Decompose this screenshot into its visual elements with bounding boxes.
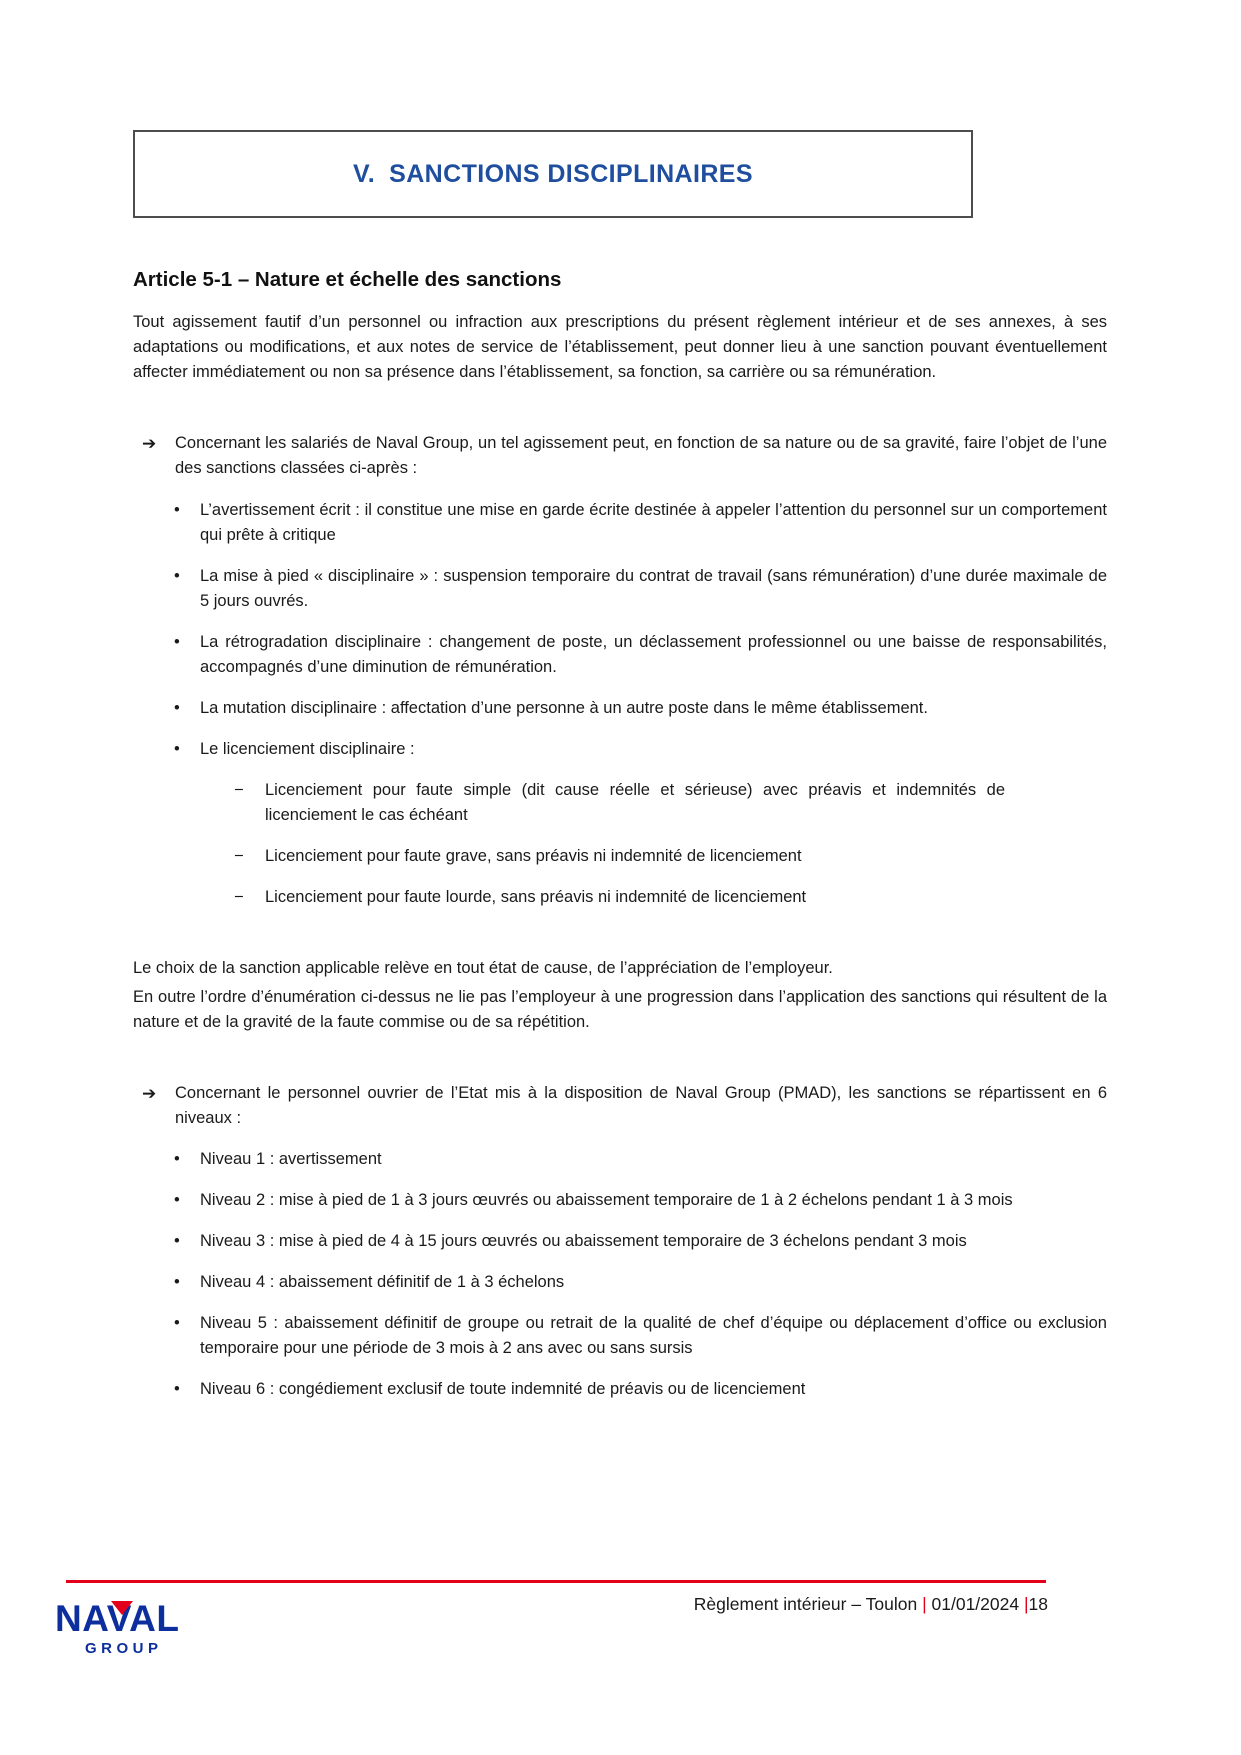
list-item-text: Le licenciement disciplinaire : bbox=[200, 740, 415, 759]
list-item bbox=[133, 696, 1107, 721]
list-item bbox=[133, 498, 1107, 548]
sub-list-item bbox=[133, 778, 1107, 828]
footer-divider bbox=[66, 1580, 1046, 1583]
footer-page-number: 18 bbox=[1028, 1594, 1048, 1614]
closing-paragraphs bbox=[133, 956, 1107, 1034]
sub-list-item-text: Licenciement pour faute lourde, sans préavis ni indemnité de licenciement bbox=[265, 888, 807, 907]
section-title-box bbox=[133, 130, 973, 218]
bullet-icon: • bbox=[174, 566, 180, 585]
list-item bbox=[133, 564, 1107, 614]
section-lead-text: Concernant les salariés de Naval Group, un tel agissement peut, en fonction de sa nature ou de sa gravité, faire l’objet de l’une des sanctions classées ci-après : bbox=[175, 434, 1107, 478]
footer-separator: | bbox=[1023, 1594, 1029, 1614]
section-lead bbox=[133, 431, 1107, 481]
bullet-icon: • bbox=[174, 1314, 180, 1333]
list-item-text: Niveau 5 : abaissement définitif de groupe ou retrait de la qualité de chef d’équipe ou déplacement d’office ou exclusion temporaire pour une période de 3 mois à 2 ans avec ou sans sursis bbox=[200, 1314, 1107, 1358]
intro-paragraph: Tout agissement fautif d’un personnel ou infraction aux prescriptions du présent règlement intérieur et de ses annexes, à ses adaptations ou modifications, et aux notes de service de l’établissement, peut donner lieu à une sanction pouvant éventuellement affecter immédiatement ou non sa présence dans l’établissement, sa fonction, sa carrière ou sa rémunération. bbox=[133, 313, 1107, 382]
footer-separator: | bbox=[922, 1594, 927, 1614]
bullet-icon: • bbox=[174, 1190, 180, 1209]
page-content bbox=[133, 0, 1107, 1402]
naval-group-logo bbox=[55, 1600, 245, 1657]
bullet-icon: • bbox=[174, 1232, 180, 1251]
bullet-icon: • bbox=[174, 1273, 180, 1292]
list-item-text: Niveau 3 : mise à pied de 4 à 15 jours œuvrés ou abaissement temporaire de 3 échelons pendant 3 mois bbox=[200, 1232, 967, 1251]
list-item-text: La mutation disciplinaire : affectation d’une personne à un autre poste dans le même établissement. bbox=[200, 699, 928, 718]
list-item bbox=[133, 737, 1107, 762]
logo-wordmark bbox=[55, 1600, 179, 1637]
closing-paragraph-2: En outre l’ordre d’énumération ci-dessus ne lie pas l’employeur à une progression dans l’application des sanctions qui résultent de la nature et de la gravité de la faute commise ou de sa répétition. bbox=[133, 987, 1107, 1031]
section-title: SANCTIONS DISCIPLINAIRES bbox=[389, 160, 753, 188]
bullet-icon: • bbox=[174, 500, 180, 519]
bullet-icon: • bbox=[174, 740, 180, 759]
list-item bbox=[133, 1377, 1107, 1402]
bullet-icon: • bbox=[174, 699, 180, 718]
list-item-text: La rétrogradation disciplinaire : changement de poste, un déclassement professionnel ou une baisse de responsabilités, accompagnés d’une diminution de rémunération. bbox=[200, 632, 1107, 676]
list-item bbox=[133, 1229, 1107, 1254]
list-item bbox=[133, 630, 1107, 680]
list-item bbox=[133, 1147, 1107, 1172]
closing-paragraph-1: Le choix de la sanction applicable relève en tout état de cause, de l’appréciation de l’employeur. bbox=[133, 959, 833, 978]
sub-list-item bbox=[133, 844, 1107, 869]
list-item-text: Niveau 1 : avertissement bbox=[200, 1149, 382, 1168]
list-item bbox=[133, 1188, 1107, 1213]
list-item-text: Niveau 4 : abaissement définitif de 1 à 3 échelons bbox=[200, 1273, 565, 1292]
section-lead bbox=[133, 1081, 1107, 1131]
footer-doc-label: Règlement intérieur – Toulon bbox=[693, 1594, 918, 1614]
list-item-text: Niveau 2 : mise à pied de 1 à 3 jours œuvrés ou abaissement temporaire de 1 à 2 échelons pendant 1 à 3 mois bbox=[200, 1190, 1013, 1209]
dash-icon: − bbox=[234, 781, 244, 800]
dash-icon: − bbox=[234, 888, 244, 907]
logo-red-triangle-icon bbox=[111, 1601, 133, 1615]
list-item bbox=[133, 1311, 1107, 1361]
list-item-text: L’avertissement écrit : il constitue une mise en garde écrite destinée à appeler l’attention du personnel sur un comportement qui prête à critique bbox=[200, 500, 1107, 544]
section-number: V. bbox=[353, 160, 376, 188]
arrow-icon: ➔ bbox=[142, 434, 157, 454]
sub-list-item bbox=[133, 885, 1107, 910]
sub-list-item-text: Licenciement pour faute simple (dit cause réelle et sérieuse) avec préavis et indemnités de licenciement le cas échéant bbox=[265, 781, 1005, 825]
bullet-icon: • bbox=[174, 1380, 180, 1399]
list-item-text: Niveau 6 : congédiement exclusif de toute indemnité de préavis ou de licenciement bbox=[200, 1380, 806, 1399]
list-item-text: La mise à pied « disciplinaire » : suspension temporaire du contrat de travail (sans rémunération) d’une durée maximale de 5 jours ouvrés. bbox=[200, 566, 1107, 610]
bullet-icon: • bbox=[174, 1149, 180, 1168]
bullet-icon: • bbox=[174, 632, 180, 651]
logo-naval-text: NAVAL bbox=[55, 1598, 180, 1639]
logo-group-text: GROUP bbox=[85, 1640, 163, 1657]
list-item bbox=[133, 1270, 1107, 1295]
footer-date: 01/01/2024 bbox=[931, 1594, 1020, 1614]
dash-icon: − bbox=[234, 847, 244, 866]
section-lead-text: Concernant le personnel ouvrier de l’Etat mis à la disposition de Naval Group (PMAD), les sanctions se répartissent en 6 niveaux : bbox=[175, 1083, 1107, 1127]
sub-list-item-text: Licenciement pour faute grave, sans préavis ni indemnité de licenciement bbox=[265, 847, 802, 866]
arrow-icon: ➔ bbox=[142, 1083, 157, 1103]
article-heading: Article 5-1 – Nature et échelle des sanctions bbox=[133, 268, 562, 291]
